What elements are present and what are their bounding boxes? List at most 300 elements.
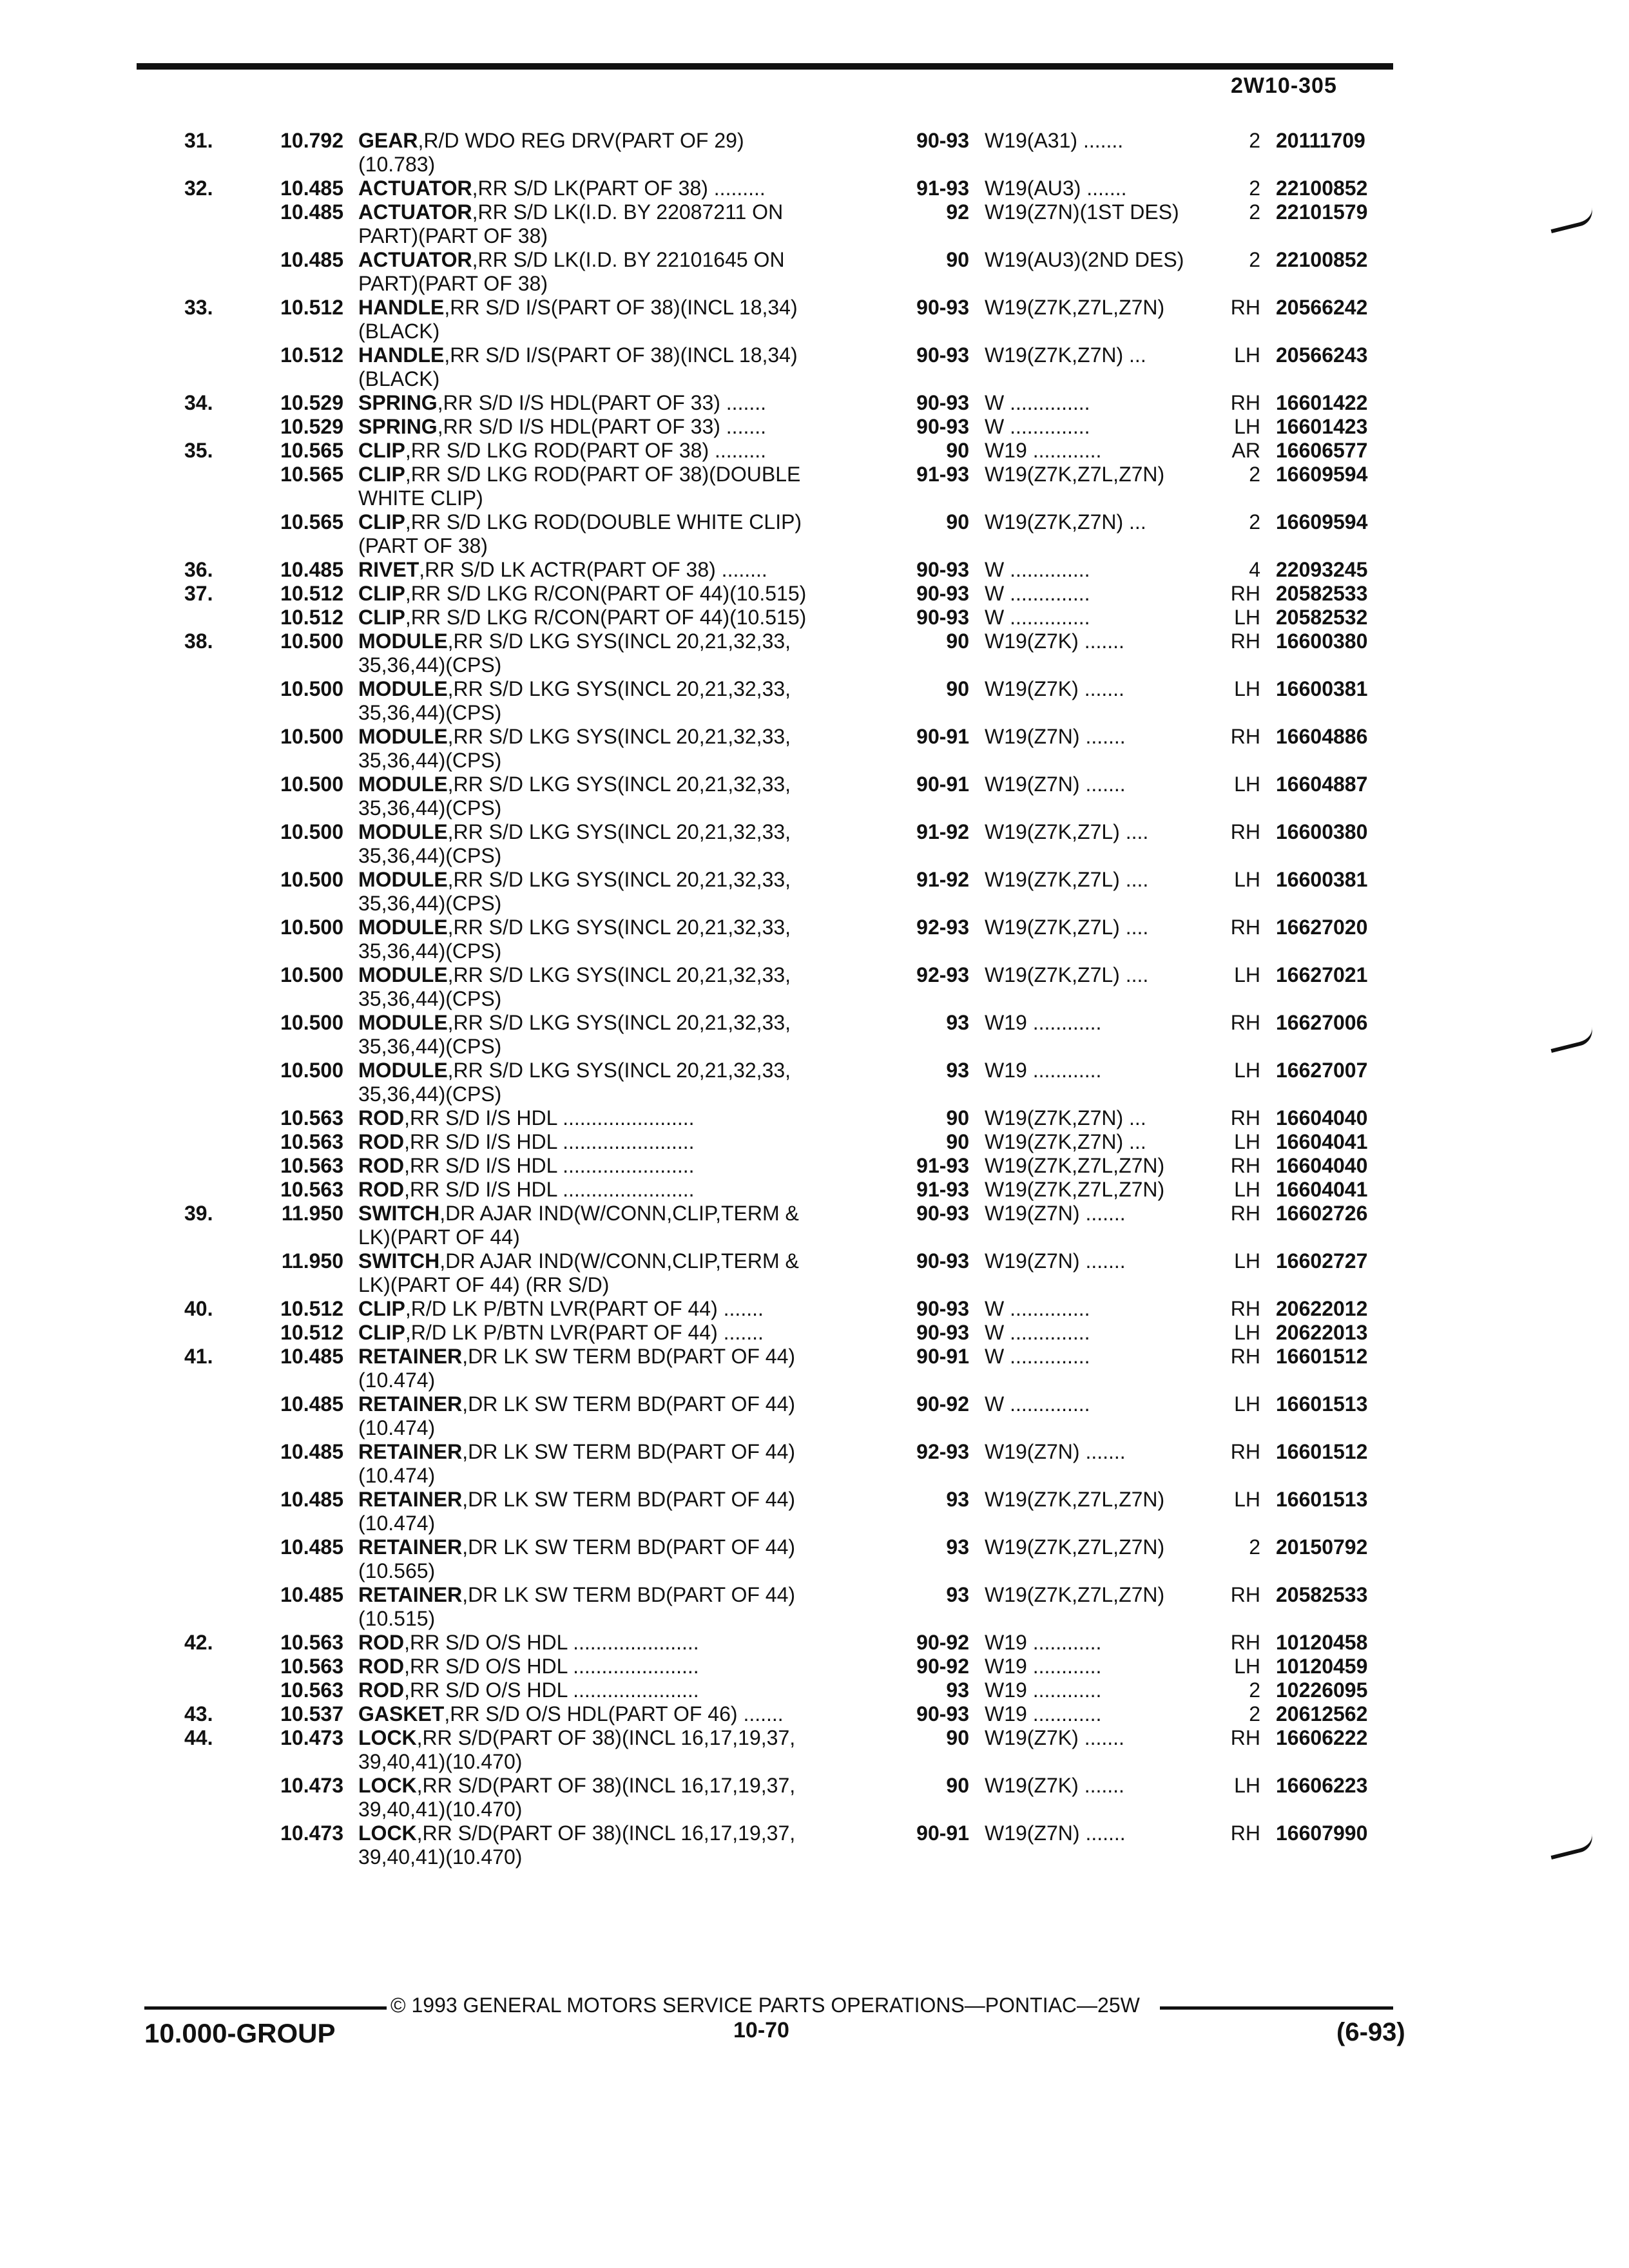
part-detail-continued: PART)(PART OF 38) xyxy=(358,224,548,247)
model-code: W19(Z7N) ....... xyxy=(985,1821,1126,1845)
part-detail: ,RR S/D O/S HDL ...................... xyxy=(404,1631,699,1654)
item-number: 42. xyxy=(184,1631,213,1654)
group-number: 11.950 xyxy=(281,1202,343,1225)
part-name: CLIP xyxy=(358,1321,405,1344)
part-detail-continued: PART)(PART OF 38) xyxy=(358,272,548,295)
part-detail: ,RR S/D O/S HDL ...................... xyxy=(404,1678,699,1702)
table-row xyxy=(0,1321,1629,1345)
item-number: 38. xyxy=(184,629,213,653)
part-detail-continued: (10.565) xyxy=(358,1559,436,1582)
group-number: 10.485 xyxy=(280,177,343,200)
quantity: 2 xyxy=(1249,177,1260,200)
part-number: 16600380 xyxy=(1276,629,1368,653)
part-detail: ,RR S/D LKG SYS(INCL 20,21,32,33, xyxy=(447,963,791,986)
model-years: 91-93 xyxy=(916,177,969,200)
item-number: 43. xyxy=(184,1702,213,1725)
model-code: W19(Z7N) ....... xyxy=(985,1202,1126,1225)
quantity: LH xyxy=(1234,677,1260,700)
group-number: 10.563 xyxy=(280,1631,343,1654)
item-number: 34. xyxy=(184,391,213,414)
part-detail: ,RR S/D LKG SYS(INCL 20,21,32,33, xyxy=(447,629,791,653)
table-row xyxy=(0,200,1629,248)
model-code: W19(Z7K) ....... xyxy=(985,1774,1124,1797)
part-detail: ,RR S/D I/S HDL ....................... xyxy=(404,1154,695,1177)
model-code: W .............. xyxy=(985,1297,1090,1320)
part-number: 20566242 xyxy=(1276,296,1368,319)
part-detail-continued: (10.474) xyxy=(358,1464,436,1487)
part-detail-continued: 35,36,44)(CPS) xyxy=(358,1035,502,1058)
model-years: 90-91 xyxy=(916,1345,969,1368)
group-number: 10.485 xyxy=(280,1535,343,1559)
part-detail: ,RR S/D LK(I.D. BY 22101645 ON xyxy=(472,248,785,271)
part-number: 16601512 xyxy=(1276,1345,1368,1368)
group-number: 10.512 xyxy=(280,343,343,367)
part-number: 22101579 xyxy=(1276,200,1368,224)
part-number: 20566243 xyxy=(1276,343,1368,367)
model-years: 90-92 xyxy=(916,1655,969,1678)
quantity: LH xyxy=(1234,1655,1260,1678)
part-name: SWITCH xyxy=(358,1249,440,1273)
part-number: 16602726 xyxy=(1276,1202,1368,1225)
part-number: 16601423 xyxy=(1276,415,1368,438)
model-years: 92-93 xyxy=(916,1440,969,1463)
model-code: W19(Z7K,Z7L) .... xyxy=(985,916,1149,939)
part-detail: ,RR S/D LK ACTR(PART OF 38) ........ xyxy=(419,558,767,581)
model-years: 90 xyxy=(946,1106,969,1129)
part-detail: ,RR S/D LKG SYS(INCL 20,21,32,33, xyxy=(447,1011,791,1034)
part-detail: ,R/D LK P/BTN LVR(PART OF 44) ....... xyxy=(405,1321,764,1344)
table-row xyxy=(0,1488,1629,1535)
group-number: 10.485 xyxy=(280,1392,343,1416)
part-number: 16627020 xyxy=(1276,916,1368,939)
part-detail-continued: 35,36,44)(CPS) xyxy=(358,987,502,1010)
model-years: 90-93 xyxy=(916,582,969,605)
model-years: 90-93 xyxy=(916,415,969,438)
table-row xyxy=(0,868,1629,916)
model-code: W19(Z7K,Z7L) .... xyxy=(985,963,1149,986)
quantity: LH xyxy=(1234,1392,1260,1416)
model-code: W19(Z7K,Z7N) ... xyxy=(985,343,1146,367)
item-number: 31. xyxy=(184,129,213,152)
model-years: 90-93 xyxy=(916,1702,969,1725)
table-row xyxy=(0,582,1629,606)
part-detail-continued: 35,36,44)(CPS) xyxy=(358,796,502,820)
model-years: 90 xyxy=(946,1130,969,1153)
quantity: RH xyxy=(1230,1011,1260,1034)
group-number: 10.512 xyxy=(280,582,343,605)
part-detail: ,DR AJAR IND(W/CONN,CLIP,TERM & xyxy=(439,1202,799,1225)
part-name: MODULE xyxy=(358,868,448,891)
item-number: 35. xyxy=(184,439,213,462)
part-name: SPRING xyxy=(358,415,438,438)
model-years: 90-93 xyxy=(916,1202,969,1225)
table-row xyxy=(0,1583,1629,1631)
group-number: 10.512 xyxy=(280,1321,343,1344)
model-code: W19 ............ xyxy=(985,1702,1102,1725)
group-number: 10.485 xyxy=(280,200,343,224)
table-row xyxy=(0,1821,1629,1869)
part-detail-continued: (BLACK) xyxy=(358,367,440,390)
part-name: GASKET xyxy=(358,1702,445,1725)
model-code: W .............. xyxy=(985,1392,1090,1416)
model-code: W .............. xyxy=(985,1321,1090,1344)
table-row xyxy=(0,916,1629,963)
quantity: 2 xyxy=(1249,463,1260,486)
model-code: W19(Z7K,Z7L,Z7N) xyxy=(985,296,1165,319)
part-name: MODULE xyxy=(358,916,448,939)
model-code: W19(Z7K,Z7N) ... xyxy=(985,1130,1146,1153)
model-code: W19(Z7K,Z7L,Z7N) xyxy=(985,463,1165,486)
quantity: RH xyxy=(1230,1583,1260,1606)
model-code: W .............. xyxy=(985,391,1090,414)
table-row xyxy=(0,1178,1629,1202)
part-detail: ,DR AJAR IND(W/CONN,CLIP,TERM & xyxy=(439,1249,799,1273)
part-name: CLIP xyxy=(358,582,405,605)
table-row xyxy=(0,1440,1629,1488)
description xyxy=(358,629,887,677)
quantity: RH xyxy=(1230,916,1260,939)
group-number: 10.563 xyxy=(280,1678,343,1702)
quantity: LH xyxy=(1234,868,1260,891)
table-row xyxy=(0,1726,1629,1774)
part-name: CLIP xyxy=(358,1297,405,1320)
part-detail: ,RR S/D O/S HDL(PART OF 46) ....... xyxy=(444,1702,784,1725)
part-number: 10120458 xyxy=(1276,1631,1368,1654)
part-name: LOCK xyxy=(358,1726,417,1749)
top-rule xyxy=(137,63,1393,70)
part-detail: ,RR S/D I/S HDL ....................... xyxy=(404,1106,695,1129)
quantity: 2 xyxy=(1249,248,1260,271)
table-row xyxy=(0,248,1629,296)
model-code: W .............. xyxy=(985,415,1090,438)
group-number: 10.565 xyxy=(280,510,343,533)
description xyxy=(358,343,887,391)
part-detail: ,R/D LK P/BTN LVR(PART OF 44) ....... xyxy=(405,1297,764,1320)
part-name: RETAINER xyxy=(358,1345,463,1368)
table-row xyxy=(0,1345,1629,1392)
group-number: 10.473 xyxy=(280,1821,343,1845)
part-detail: ,RR S/D LKG ROD(PART OF 38)(DOUBLE xyxy=(405,463,801,486)
description xyxy=(358,1631,887,1655)
group-number: 10.500 xyxy=(280,677,343,700)
model-years: 91-92 xyxy=(916,868,969,891)
model-years: 90 xyxy=(946,1774,969,1797)
part-detail-continued: (10.474) xyxy=(358,1369,436,1392)
part-detail: ,RR S/D(PART OF 38)(INCL 16,17,19,37, xyxy=(416,1774,796,1797)
part-detail: ,RR S/D LKG SYS(INCL 20,21,32,33, xyxy=(447,773,791,796)
part-name: LOCK xyxy=(358,1774,417,1797)
item-number: 32. xyxy=(184,177,213,200)
model-years: 90 xyxy=(946,677,969,700)
part-detail: ,RR S/D(PART OF 38)(INCL 16,17,19,37, xyxy=(416,1726,796,1749)
part-name: ACTUATOR xyxy=(358,200,472,224)
model-years: 92 xyxy=(946,200,969,224)
part-detail-continued: WHITE CLIP) xyxy=(358,486,483,510)
part-detail: ,RR S/D LKG SYS(INCL 20,21,32,33, xyxy=(447,725,791,748)
quantity: LH xyxy=(1234,1178,1260,1201)
part-number: 22100852 xyxy=(1276,177,1368,200)
description xyxy=(358,1655,887,1678)
group-number: 10.565 xyxy=(280,439,343,462)
part-number: 16606577 xyxy=(1276,439,1368,462)
part-name: ACTUATOR xyxy=(358,177,472,200)
part-detail: ,RR S/D LKG SYS(INCL 20,21,32,33, xyxy=(447,1059,791,1082)
description xyxy=(358,439,887,463)
part-name: LOCK xyxy=(358,1821,417,1845)
part-name: GEAR xyxy=(358,129,418,152)
description xyxy=(358,1440,887,1488)
revision-date: (6-93) xyxy=(1336,2018,1405,2046)
table-row xyxy=(0,963,1629,1011)
table-row xyxy=(0,629,1629,677)
description xyxy=(358,1702,887,1726)
model-code: W19(Z7K,Z7L) .... xyxy=(985,820,1149,843)
description xyxy=(358,1488,887,1535)
group-number: 10.500 xyxy=(280,629,343,653)
table-row xyxy=(0,820,1629,868)
model-code: W19(Z7K,Z7L,Z7N) xyxy=(985,1583,1165,1606)
part-detail: ,RR S/D LKG R/CON(PART OF 44)(10.515) xyxy=(405,582,807,605)
part-detail-continued: 35,36,44)(CPS) xyxy=(358,939,502,963)
quantity: RH xyxy=(1230,1202,1260,1225)
part-detail-continued: (BLACK) xyxy=(358,320,440,343)
quantity: 2 xyxy=(1249,200,1260,224)
description xyxy=(358,677,887,725)
model-years: 91-93 xyxy=(916,1178,969,1201)
group-number: 10.529 xyxy=(280,415,343,438)
description xyxy=(358,1154,887,1178)
table-row xyxy=(0,129,1629,177)
model-years: 90-93 xyxy=(916,129,969,152)
part-name: RETAINER xyxy=(358,1535,463,1559)
model-years: 90-93 xyxy=(916,296,969,319)
model-years: 93 xyxy=(946,1011,969,1034)
group-number: 10.565 xyxy=(280,463,343,486)
part-number: 22093245 xyxy=(1276,558,1368,581)
description xyxy=(358,1321,887,1345)
table-row xyxy=(0,439,1629,463)
description xyxy=(358,916,887,963)
part-detail: ,RR S/D I/S HDL(PART OF 33) ....... xyxy=(437,391,767,414)
group-number: 10.473 xyxy=(280,1726,343,1749)
item-number: 40. xyxy=(184,1297,213,1320)
table-row xyxy=(0,558,1629,582)
part-number: 16601422 xyxy=(1276,391,1368,414)
group-number: 10.563 xyxy=(280,1178,343,1201)
table-row xyxy=(0,1297,1629,1321)
part-number: 16627006 xyxy=(1276,1011,1368,1034)
group-number: 10.500 xyxy=(280,773,343,796)
description xyxy=(358,1202,887,1249)
part-detail: ,RR S/D I/S(PART OF 38)(INCL 18,34) xyxy=(444,343,798,367)
description xyxy=(358,1821,887,1869)
model-code: W19 ............ xyxy=(985,1678,1102,1702)
model-code: W19 ............ xyxy=(985,1631,1102,1654)
group-number: 10.512 xyxy=(280,1297,343,1320)
part-name: RETAINER xyxy=(358,1440,463,1463)
quantity: LH xyxy=(1234,415,1260,438)
footer-rule-left xyxy=(144,2006,387,2010)
group-number: 10.563 xyxy=(280,1130,343,1153)
part-name: ROD xyxy=(358,1178,405,1201)
part-detail: ,DR LK SW TERM BD(PART OF 44) xyxy=(462,1535,796,1559)
group-number: 10.500 xyxy=(280,820,343,843)
part-name: MODULE xyxy=(358,820,448,843)
table-row xyxy=(0,677,1629,725)
item-number: 44. xyxy=(184,1726,213,1749)
part-detail: ,RR S/D LKG SYS(INCL 20,21,32,33, xyxy=(447,916,791,939)
part-number: 16604041 xyxy=(1276,1130,1368,1153)
description xyxy=(358,1011,887,1059)
part-number: 20582532 xyxy=(1276,606,1368,629)
part-detail: ,DR LK SW TERM BD(PART OF 44) xyxy=(462,1392,796,1416)
group-number: 10.500 xyxy=(280,1011,343,1034)
description xyxy=(358,606,887,629)
part-number: 16601513 xyxy=(1276,1392,1368,1416)
part-name: ROD xyxy=(358,1678,405,1702)
group-number: 10.485 xyxy=(280,248,343,271)
part-number: 20622012 xyxy=(1276,1297,1368,1320)
description xyxy=(358,963,887,1011)
part-name: MODULE xyxy=(358,773,448,796)
quantity: RH xyxy=(1230,1631,1260,1654)
part-detail-continued: 39,40,41)(10.470) xyxy=(358,1750,523,1773)
description xyxy=(358,1297,887,1321)
part-number: 16604887 xyxy=(1276,773,1368,796)
description xyxy=(358,129,887,177)
group-number: 10.485 xyxy=(280,1583,343,1606)
description xyxy=(358,1130,887,1154)
part-name: SWITCH xyxy=(358,1202,440,1225)
description xyxy=(358,1392,887,1440)
part-detail-continued: 39,40,41)(10.470) xyxy=(358,1798,523,1821)
model-years: 90 xyxy=(946,1726,969,1749)
group-number: 10.512 xyxy=(280,296,343,319)
model-years: 90-93 xyxy=(916,1297,969,1320)
model-code: W19(Z7K,Z7N) ... xyxy=(985,1106,1146,1129)
part-detail: ,RR S/D LKG SYS(INCL 20,21,32,33, xyxy=(447,677,791,700)
group-number: 10.537 xyxy=(280,1702,343,1725)
description xyxy=(358,1535,887,1583)
part-number: 16604040 xyxy=(1276,1154,1368,1177)
part-number: 16600381 xyxy=(1276,868,1368,891)
quantity: RH xyxy=(1230,629,1260,653)
part-detail-continued: (10.783) xyxy=(358,153,436,176)
part-name: CLIP xyxy=(358,510,405,533)
group-number: 10.485 xyxy=(280,1488,343,1511)
part-detail: ,RR S/D LKG ROD(PART OF 38) ......... xyxy=(405,439,766,462)
part-number: 16627021 xyxy=(1276,963,1368,986)
part-detail: ,RR S/D LKG R/CON(PART OF 44)(10.515) xyxy=(405,606,807,629)
quantity: 2 xyxy=(1249,1678,1260,1702)
part-detail: ,R/D WDO REG DRV(PART OF 29) xyxy=(418,129,744,152)
part-detail-continued: 35,36,44)(CPS) xyxy=(358,1082,502,1106)
part-number: 16601513 xyxy=(1276,1488,1368,1511)
part-number: 20582533 xyxy=(1276,1583,1368,1606)
description xyxy=(358,1106,887,1130)
group-number: 10.563 xyxy=(280,1106,343,1129)
item-number: 36. xyxy=(184,558,213,581)
part-detail: ,DR LK SW TERM BD(PART OF 44) xyxy=(462,1345,796,1368)
part-name: MODULE xyxy=(358,677,448,700)
quantity: RH xyxy=(1230,391,1260,414)
part-detail: ,RR S/D O/S HDL ...................... xyxy=(404,1655,699,1678)
table-row xyxy=(0,1011,1629,1059)
part-name: ROD xyxy=(358,1655,405,1678)
model-code: W19(Z7K,Z7L,Z7N) xyxy=(985,1535,1165,1559)
model-code: W19 ............ xyxy=(985,1655,1102,1678)
model-years: 90-93 xyxy=(916,558,969,581)
page-number: 10-70 xyxy=(733,2018,789,2042)
quantity: RH xyxy=(1230,1440,1260,1463)
model-years: 90 xyxy=(946,439,969,462)
description xyxy=(358,582,887,606)
part-name: ACTUATOR xyxy=(358,248,472,271)
part-name: RETAINER xyxy=(358,1583,463,1606)
description xyxy=(358,1774,887,1821)
quantity: LH xyxy=(1234,963,1260,986)
group-number: 10.500 xyxy=(280,963,343,986)
part-name: RETAINER xyxy=(358,1488,463,1511)
model-years: 93 xyxy=(946,1678,969,1702)
part-detail: ,RR S/D LK(PART OF 38) ......... xyxy=(472,177,766,200)
table-row xyxy=(0,1535,1629,1583)
description xyxy=(358,1249,887,1297)
part-detail-continued: (10.474) xyxy=(358,1512,436,1535)
table-row xyxy=(0,1130,1629,1154)
model-years: 90-92 xyxy=(916,1631,969,1654)
part-number: 16604886 xyxy=(1276,725,1368,748)
model-code: W .............. xyxy=(985,558,1090,581)
part-number: 20612562 xyxy=(1276,1702,1368,1725)
description xyxy=(358,463,887,510)
quantity: RH xyxy=(1230,296,1260,319)
model-years: 90-92 xyxy=(916,1392,969,1416)
part-detail-continued: LK)(PART OF 44) (RR S/D) xyxy=(358,1273,610,1296)
table-row xyxy=(0,1655,1629,1678)
model-years: 90 xyxy=(946,629,969,653)
group-number: 10.500 xyxy=(280,1059,343,1082)
description xyxy=(358,177,887,200)
model-code: W19 ............ xyxy=(985,439,1102,462)
model-years: 93 xyxy=(946,1535,969,1559)
quantity: RH xyxy=(1230,1154,1260,1177)
part-number: 16609594 xyxy=(1276,463,1368,486)
description xyxy=(358,820,887,868)
part-detail: ,RR S/D(PART OF 38)(INCL 16,17,19,37, xyxy=(416,1821,796,1845)
part-name: MODULE xyxy=(358,963,448,986)
page-code: 2W10-305 xyxy=(1231,73,1337,98)
group-number: 10.500 xyxy=(280,916,343,939)
model-years: 90-91 xyxy=(916,725,969,748)
group-number: 10.473 xyxy=(280,1774,343,1797)
model-code: W19(Z7K,Z7N) ... xyxy=(985,510,1146,533)
model-years: 90-91 xyxy=(916,1821,969,1845)
model-years: 90-93 xyxy=(916,1321,969,1344)
model-code: W19(Z7N) ....... xyxy=(985,725,1126,748)
part-detail: ,DR LK SW TERM BD(PART OF 44) xyxy=(462,1440,796,1463)
model-code: W19(AU3)(2ND DES) xyxy=(985,248,1184,271)
part-number: 20622013 xyxy=(1276,1321,1368,1344)
model-code: W19 ............ xyxy=(985,1011,1102,1034)
group-number: 10.485 xyxy=(280,1440,343,1463)
part-detail-continued: 35,36,44)(CPS) xyxy=(358,749,502,772)
part-detail-continued: (PART OF 38) xyxy=(358,534,488,557)
quantity: RH xyxy=(1230,1297,1260,1320)
part-detail: ,RR S/D I/S HDL ....................... xyxy=(404,1130,695,1153)
part-name: CLIP xyxy=(358,606,405,629)
part-number: 20111709 xyxy=(1276,129,1365,152)
